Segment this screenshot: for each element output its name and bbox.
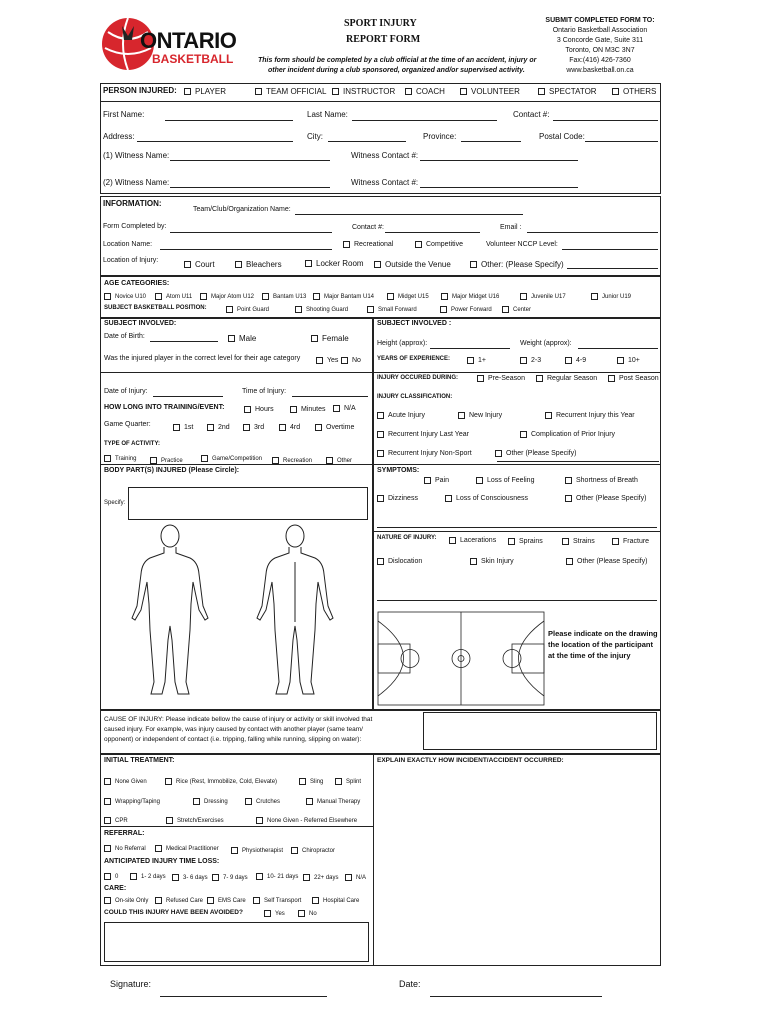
checkbox-acute[interactable]: Acute Injury	[377, 412, 425, 419]
checkbox-recurrent-non-sport[interactable]: Recurrent Injury Non-Sport	[377, 450, 472, 457]
form-title-2: REPORT FORM	[346, 34, 421, 45]
email-field[interactable]	[527, 232, 658, 233]
logo	[100, 14, 250, 74]
submit-info	[540, 16, 660, 76]
checkbox-team-official[interactable]: TEAM OFFICIAL	[255, 87, 326, 96]
activity-label: TYPE OF ACTIVITY:	[104, 441, 161, 447]
address-field[interactable]	[137, 141, 293, 142]
completed-by-field[interactable]	[170, 232, 332, 233]
witness2-contact-label: Witness Contact #:	[351, 178, 419, 187]
checkbox-manual-therapy[interactable]: Manual Therapy	[306, 798, 360, 805]
checkbox-q1[interactable]: 1st	[173, 424, 193, 431]
form-note-2: other incident during a club sponsored, organized and/or supervised activity.	[268, 67, 525, 74]
checkbox-point-guard[interactable]: Point Guard	[226, 306, 269, 313]
submit-line: 3 Concorde Gate, Suite 311	[556, 37, 644, 44]
last-name-label: Last Name:	[307, 110, 348, 119]
referral-label: REFERRAL:	[104, 830, 145, 837]
dob-label: Date of Birth:	[104, 333, 145, 340]
witness1-contact-field[interactable]	[420, 160, 578, 161]
email-label: Email :	[500, 224, 522, 231]
checkbox-avoided-yes[interactable]: Yes	[264, 910, 285, 917]
checkbox-avoided-no[interactable]: No	[298, 910, 317, 917]
address-label: Address:	[103, 132, 135, 141]
witness2-label: (2) Witness Name:	[103, 178, 170, 187]
checkbox-years-2[interactable]: 2-3	[520, 357, 541, 364]
postal-label: Postal Code:	[539, 132, 585, 141]
divider	[373, 754, 374, 966]
info-contact-field[interactable]	[385, 232, 480, 233]
checkbox-rice[interactable]: Rice (Rest, Immobilize, Cold, Elevate)	[165, 778, 277, 785]
city-label: City:	[307, 132, 323, 141]
team-field[interactable]	[295, 214, 523, 215]
treatment-label: INITIAL TREATMENT:	[104, 757, 175, 764]
checkbox-others[interactable]: OTHERS	[612, 87, 656, 96]
form-title-1: SPORT INJURY	[344, 18, 417, 29]
other-class-field[interactable]	[497, 461, 659, 462]
height-field[interactable]	[430, 348, 510, 349]
information-label: INFORMATION:	[103, 199, 162, 208]
checkbox-recreation[interactable]: Recreation	[272, 457, 312, 464]
checkbox-other-activity[interactable]: Other	[326, 457, 352, 464]
checkbox-atom[interactable]: Atom U11	[155, 293, 192, 300]
submit-title: SUBMIT COMPLETED FORM TO:	[545, 17, 655, 24]
checkbox-hours[interactable]: Hours	[244, 406, 274, 413]
basketball-court-diagram[interactable]	[377, 611, 545, 706]
date-injury-field[interactable]	[153, 396, 223, 397]
years-label: YEARS OF EXPERIENCE:	[377, 356, 451, 362]
time-injury-label: Time of Injury:	[242, 388, 287, 395]
postal-field[interactable]	[585, 141, 658, 142]
first-name-field[interactable]	[165, 120, 293, 121]
checkbox-court[interactable]: Court	[184, 260, 215, 269]
checkbox-stretch[interactable]: Stretch/Exercises	[166, 817, 224, 824]
signature-label: Signature:	[110, 979, 152, 989]
cause-text: CAUSE OF INJURY: Please indicate bellow the cause of injury or activity or skill involved that caused injury. For example, was injury caused by contact with another player (same team/ opponent) or independent of contact (i.e. tripping, falling while running, slipping on water):	[104, 716, 373, 743]
checkbox-dressing[interactable]: Dressing	[193, 798, 228, 805]
checkbox-tl-5[interactable]: 22+ days	[303, 874, 339, 881]
form-note-1: This form should be completed by a club official at the time of an accident, injury or	[258, 57, 537, 64]
checkbox-tl-3[interactable]: 7- 9 days	[212, 874, 248, 881]
checkbox-overtime[interactable]: Overtime	[315, 424, 354, 431]
checkbox-crutches[interactable]: Crutches	[245, 798, 280, 805]
checkbox-outside-venue[interactable]: Outside the Venue	[374, 260, 451, 269]
time-injury-field[interactable]	[292, 396, 368, 397]
checkbox-major-bantam[interactable]: Major Bantam U14	[313, 293, 374, 300]
weight-label: Weight (approx):	[520, 340, 572, 347]
divider	[100, 464, 373, 465]
checkbox-player[interactable]: PLAYER	[184, 87, 226, 96]
avoided-box[interactable]	[104, 922, 369, 962]
nature-label: NATURE OF INJURY:	[377, 535, 437, 541]
checkbox-shooting-guard[interactable]: Shooting Guard	[295, 306, 348, 313]
checkbox-other-location[interactable]: Other: (Please Specify)	[470, 260, 564, 269]
height-label: Height (approx):	[377, 340, 428, 347]
witness1-label: (1) Witness Name:	[103, 151, 170, 160]
checkbox-recurrent-year[interactable]: Recurrent Injury this Year	[545, 412, 635, 419]
checkbox-bantam[interactable]: Bantam U13	[262, 293, 306, 300]
checkbox-refused[interactable]: Refused Care	[155, 897, 203, 904]
weight-field[interactable]	[578, 348, 658, 349]
location-injury-label: Location of Injury:	[103, 257, 159, 264]
checkbox-midget[interactable]: Midget U15	[387, 293, 429, 300]
witness1-field[interactable]	[170, 160, 330, 161]
classification-label: INJURY CLASSIFICATION:	[377, 394, 453, 400]
checkbox-q2[interactable]: 2nd	[207, 424, 230, 431]
checkbox-physiotherapist[interactable]: Physiotherapist	[231, 847, 283, 854]
checkbox-splint[interactable]: Splint	[335, 778, 361, 785]
checkbox-junior[interactable]: Junior U19	[591, 293, 631, 300]
checkbox-level-no[interactable]: No	[341, 357, 361, 364]
divider	[373, 464, 661, 465]
nccp-label: Volunteer NCCP Level:	[486, 241, 558, 248]
checkbox-juvenile[interactable]: Juvenile U17	[520, 293, 566, 300]
divider	[373, 531, 661, 532]
checkbox-q3[interactable]: 3rd	[243, 424, 264, 431]
witness1-contact-label: Witness Contact #:	[351, 151, 419, 160]
checkbox-other-symptom[interactable]: Other (Please Specify)	[565, 495, 646, 502]
checkbox-other-nature[interactable]: Other (Please Specify)	[566, 558, 647, 565]
specify-box[interactable]	[128, 487, 368, 520]
submit-line: Toronto, ON M3C 3N7	[565, 47, 635, 54]
checkbox-spectator[interactable]: SPECTATOR	[538, 87, 597, 96]
checkbox-dizziness[interactable]: Dizziness	[377, 495, 418, 502]
checkbox-onsite[interactable]: On-site Only	[104, 897, 148, 904]
checkbox-major-midget[interactable]: Major Midget U16	[441, 293, 499, 300]
checkbox-na[interactable]: N/A	[333, 405, 356, 412]
date-field[interactable]	[430, 996, 602, 997]
checkbox-medical-practitioner[interactable]: Medical Practitioner	[155, 845, 219, 852]
logo-bottom-text: BASKETBALL	[152, 52, 234, 66]
care-label: CARE:	[104, 885, 127, 892]
checkbox-complication[interactable]: Complication of Prior Injury	[520, 431, 615, 438]
submit-line: www.basketball.on.ca	[566, 67, 634, 74]
cause-box[interactable]	[423, 712, 657, 750]
checkbox-pain[interactable]: Pain	[424, 477, 449, 484]
checkbox-pre-season[interactable]: Pre-Season	[477, 375, 525, 382]
province-label: Province:	[423, 132, 457, 141]
checkbox-years-1[interactable]: 1+	[467, 357, 486, 364]
checkbox-recurrent-last-year[interactable]: Recurrent Injury Last Year	[377, 431, 469, 438]
location-name-label: Location Name:	[103, 241, 153, 248]
witness2-contact-field[interactable]	[420, 187, 578, 188]
checkbox-recreational[interactable]: Recreational	[343, 241, 393, 248]
checkbox-center[interactable]: Center	[502, 306, 531, 313]
other-location-field[interactable]	[567, 268, 658, 269]
specify-label: Specify:	[104, 500, 126, 506]
checkbox-shortness-breath[interactable]: Shortness of Breath	[565, 477, 638, 484]
completed-by-label: Form Completed by:	[103, 223, 167, 230]
checkbox-minutes[interactable]: Minutes	[290, 406, 326, 413]
checkbox-regular-season[interactable]: Regular Season	[536, 375, 597, 382]
last-name-field[interactable]	[352, 120, 497, 121]
divider	[100, 101, 661, 102]
body-part-label: BODY PART(S) INJURED (Please Circle):	[104, 467, 240, 474]
checkbox-ems[interactable]: EMS Care	[207, 897, 246, 904]
signature-field[interactable]	[160, 996, 327, 997]
checkbox-small-forward[interactable]: Small Forward	[367, 306, 417, 313]
person-injured-label: PERSON INJURED:	[103, 86, 177, 95]
symptoms-label: SYMPTOMS:	[377, 467, 420, 474]
checkbox-tl-na[interactable]: N/A	[345, 874, 366, 881]
checkbox-tl-1[interactable]: 1- 2 days	[130, 873, 166, 880]
checkbox-years-4[interactable]: 10+	[617, 357, 640, 364]
avoided-label: COULD THIS INJURY HAVE BEEN AVOIDED?	[104, 909, 243, 916]
subject-right-label: SUBJECT INVOLVED :	[377, 320, 452, 327]
checkbox-level-yes[interactable]: Yes	[316, 357, 338, 364]
occured-label: INJURY OCCURED DURING:	[377, 375, 459, 381]
checkbox-game[interactable]: Game/Competition	[201, 455, 262, 462]
checkbox-instructor[interactable]: INSTRUCTOR	[332, 87, 395, 96]
checkbox-fracture[interactable]: Fracture	[612, 538, 649, 545]
checkbox-wrapping[interactable]: Wrapping/Taping	[104, 798, 160, 805]
body-front-figure[interactable]	[120, 522, 220, 706]
first-name-label: First Name:	[103, 110, 145, 119]
checkbox-volunteer[interactable]: VOLUNTEER	[460, 87, 520, 96]
checkbox-lacerations[interactable]: Lacerations	[449, 537, 496, 544]
checkbox-sling[interactable]: Sling	[299, 778, 323, 785]
checkbox-new-injury[interactable]: New Injury	[458, 412, 502, 419]
checkbox-coach[interactable]: COACH	[405, 87, 445, 96]
checkbox-no-referral[interactable]: No Referral	[104, 845, 146, 852]
divider	[100, 826, 373, 827]
body-back-figure[interactable]	[245, 522, 345, 706]
dob-field[interactable]	[150, 341, 218, 342]
checkbox-locker-room[interactable]: Locker Room	[305, 259, 364, 268]
checkbox-male[interactable]: Male	[228, 334, 256, 343]
checkbox-skin-injury[interactable]: Skin Injury	[470, 558, 514, 565]
date-label: Date:	[399, 979, 421, 989]
quarter-label: Game Quarter:	[104, 421, 151, 428]
checkbox-other-class[interactable]: Other (Please Specify)	[495, 450, 576, 457]
team-label: Team/Club/Organization Name:	[193, 206, 291, 213]
position-label: SUBJECT BASKETBALL POSITION:	[104, 305, 207, 311]
logo-top-text: ONTARIO	[140, 28, 237, 53]
checkbox-tl-0[interactable]: 0	[104, 873, 118, 880]
age-label: AGE CATEGORIES:	[104, 280, 170, 287]
checkbox-power-forward[interactable]: Power Forward	[440, 306, 492, 313]
how-long-label: HOW LONG INTO TRAINING/EVENT:	[104, 404, 225, 411]
explain-label: EXPLAIN EXACTLY HOW INCIDENT/ACCIDENT OCCURRED:	[377, 757, 564, 764]
checkbox-tl-4[interactable]: 10- 21 days	[256, 873, 298, 880]
info-contact-label: Contact #:	[352, 224, 384, 231]
province-field[interactable]	[461, 141, 521, 142]
checkbox-competitive[interactable]: Competitive	[415, 241, 463, 248]
checkbox-none-given[interactable]: None Given	[104, 778, 147, 785]
divider	[373, 372, 661, 373]
nccp-field[interactable]	[562, 249, 658, 250]
submit-line: Ontario Basketball Association	[552, 27, 648, 34]
checkbox-female[interactable]: Female	[311, 334, 349, 343]
level-question: Was the injured player in the correct level for their age category	[104, 355, 301, 362]
date-injury-label: Date of Injury:	[104, 388, 148, 395]
checkbox-training[interactable]: Training	[104, 455, 136, 462]
contact-label: Contact #:	[513, 110, 550, 119]
witness2-field[interactable]	[170, 187, 330, 188]
divider	[100, 372, 373, 373]
other-nature-field[interactable]	[377, 600, 657, 601]
checkbox-chiropractor[interactable]: Chiropractor	[291, 847, 335, 854]
checkbox-sprains[interactable]: Sprains	[508, 538, 543, 545]
checkbox-novice[interactable]: Novice U10	[104, 293, 146, 300]
checkbox-dislocation[interactable]: Dislocation	[377, 558, 422, 565]
checkbox-years-3[interactable]: 4-9	[565, 357, 586, 364]
other-symptom-field[interactable]	[377, 527, 657, 528]
checkbox-major-atom[interactable]: Major Atom U12	[200, 293, 254, 300]
submit-line: Fax:(416) 426-7360	[569, 57, 631, 64]
subject-left-label: SUBJECT INVOLVED:	[104, 320, 177, 327]
checkbox-bleachers[interactable]: Bleachers	[235, 260, 282, 269]
checkbox-q4[interactable]: 4rd	[279, 424, 300, 431]
checkbox-strains[interactable]: Strains	[562, 538, 595, 545]
checkbox-cpr[interactable]: CPR	[104, 817, 128, 824]
checkbox-practice[interactable]: Practice	[150, 457, 183, 464]
city-field[interactable]	[328, 141, 406, 142]
checkbox-post-season[interactable]: Post Season	[608, 375, 659, 382]
contact-field[interactable]	[553, 120, 658, 121]
checkbox-loss-feeling[interactable]: Loss of Feeling	[476, 477, 534, 484]
court-note: Please indicate on the drawing the location of the participant at the time of the injury	[548, 629, 658, 660]
time-loss-label: ANTICIPATED INJURY TIME LOSS:	[104, 858, 220, 865]
checkbox-loss-consciousness[interactable]: Loss of Consciousness	[445, 495, 528, 502]
checkbox-referred-elsewhere[interactable]: None Given - Referred Elsewhere	[256, 817, 357, 824]
location-name-field[interactable]	[160, 249, 332, 250]
checkbox-hospital[interactable]: Hospital Care	[312, 897, 359, 904]
checkbox-self-transport[interactable]: Self Transport	[253, 897, 301, 904]
checkbox-tl-2[interactable]: 3- 6 days	[172, 874, 208, 881]
